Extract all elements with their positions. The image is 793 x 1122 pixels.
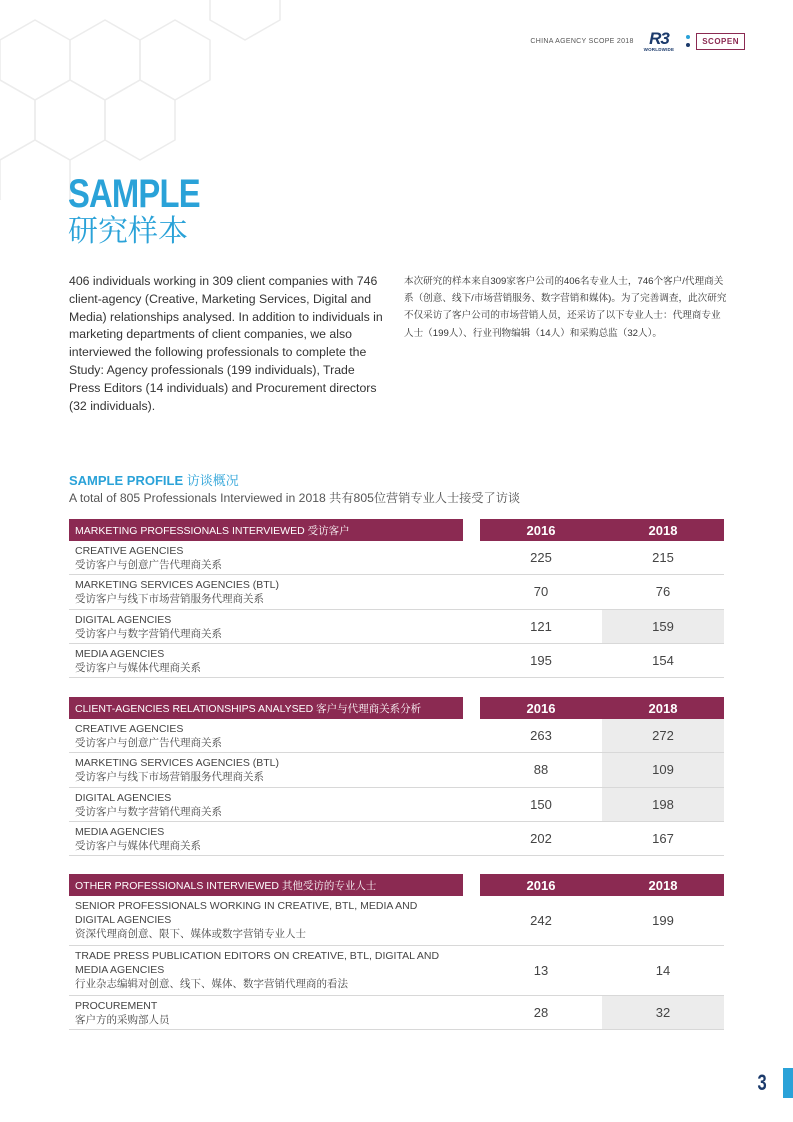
page-number: 3 [757,1070,767,1095]
value-2018: 159 [602,610,724,643]
table-row [69,946,724,996]
r3-logo-mark: R3 [649,28,669,48]
table-header [69,874,724,896]
value-2018: 272 [602,719,724,752]
table-row [69,575,724,609]
page-title-cn: 研究样本 [68,215,188,248]
table-row [69,719,724,753]
r3-logo [643,28,675,52]
page-accent-bar [783,1068,793,1098]
value-2016: 88 [533,762,549,778]
marketing-professionals-table [69,519,724,678]
value-2018: 167 [652,831,674,847]
value-2016: 225 [530,550,552,566]
intro-paragraph-cn: 本次研究的样本来自309家客户公司的406名专业人士，746个客户/代理商关系（创意、线下/市场营销服务、数字营销和媒体)。为了完善调查，此次研究不仅采访了客户公司的市场营销人员，还采访了以下专业人士：代理商专业人士（199人）、行业刊物编辑（14人）和采购总监（32人）。 [404,276,727,339]
value-2016: 28 [533,1005,549,1020]
sample-profile-title [69,470,239,489]
table-row [69,753,724,787]
sample-profile-title-en: SAMPLE PROFILE [69,473,184,488]
year-2018-header: 2018 [602,697,724,719]
r3-logo-sub: WORLDWIDE [643,46,675,52]
page-title-en: SAMPLE [68,172,200,216]
report-title: CHINA AGENCY SCOPE 2018 [530,37,634,45]
row-label: CREATIVE AGENCIES 受访客户与创意广告代理商关系 [75,545,222,571]
scopen-logo: SCOPEN [696,33,745,50]
row-label: CREATIVE AGENCIES 受访客户与创意广告代理商关系 [75,723,222,749]
row-label: MEDIA AGENCIES 受访客户与媒体代理商关系 [75,647,201,674]
page-header [530,28,745,54]
table-row [69,610,724,644]
row-label: DIGITAL AGENCIES 受访客户与数字营销代理商关系 [75,791,222,818]
value-2016: 263 [530,728,552,744]
value-2018: 154 [652,653,674,669]
value-2018: 14 [655,963,671,978]
table-row [69,996,724,1030]
row-label: DIGITAL AGENCIES 受访客户与数字营销代理商关系 [75,613,222,640]
year-2016-header: 2016 [480,697,602,719]
sample-profile-title-cn: 访谈概况 [186,473,239,488]
row-label: PROCUREMENT 客户方的采购部人员 [75,1000,170,1026]
table-heading: CLIENT-AGENCIES RELATIONSHIPS ANALYSED 客户与代理商关系分析 [69,697,463,719]
table-heading: OTHER PROFESSIONALS INTERVIEWED 其他受访的专业人士 [69,874,463,896]
value-2016: 202 [530,831,552,847]
row-label: MARKETING SERVICES AGENCIES (BTL) 受访客户与线下市场营销服务代理商关系 [75,757,280,784]
value-2016: 121 [530,618,552,634]
year-2016-header: 2016 [480,874,602,896]
value-2018: 109 [602,753,724,786]
table-row [69,896,724,946]
value-2018: 198 [602,788,724,821]
hexagon-pattern [0,0,360,200]
row-label: TRADE PRESS PUBLICATION EDITORS ON CREATIVE, BTL, DIGITAL AND MEDIA AGENCIES 行业杂志编辑对创意、线下、媒体、数字营销代理商的看法 [75,950,440,990]
intro-paragraph-en: 406 individuals working in 309 client companies with 746 client-agency (Creative, Marketing Services, Digital and Media) relationships analysed. In addition to individuals in marketing departments of client companies, we also interviewed the following professionals to complete the Study: Agency professionals (199 individuals), Trade Press Editors (14 individuals) and Procurement directors (32 individuals). [69,274,383,413]
sample-profile-subtitle: A total of 805 Professionals Interviewed in 2018 共有805位营销专业人士接受了访谈 [69,491,521,505]
value-2016: 13 [533,963,549,978]
value-2018: 199 [652,913,674,928]
value-2016: 242 [530,913,552,928]
table-row [69,644,724,678]
table-header [69,519,724,541]
year-2016-header: 2016 [480,519,602,541]
table-row [69,788,724,822]
value-2018: 76 [655,584,671,600]
table-row [69,822,724,856]
colon-icon [686,35,690,47]
value-2016: 70 [533,584,549,600]
row-label: MARKETING SERVICES AGENCIES (BTL) 受访客户与线下市场营销服务代理商关系 [75,579,280,606]
year-2018-header: 2018 [602,519,724,541]
row-label: SENIOR PROFESSIONALS WORKING IN CREATIVE, BTL, MEDIA AND DIGITAL AGENCIES 资深代理商创意、限下、媒体或数字营销专业人士 [75,900,418,940]
client-agencies-table [69,697,724,856]
value-2016: 195 [530,653,552,669]
other-professionals-table [69,874,724,1030]
table-heading: MARKETING PROFESSIONALS INTERVIEWED 受访客户 [69,519,463,541]
value-2018: 32 [602,996,724,1029]
table-row [69,541,724,575]
year-2018-header: 2018 [602,874,724,896]
value-2016: 150 [530,796,552,812]
row-label: MEDIA AGENCIES 受访客户与媒体代理商关系 [75,825,201,852]
table-header [69,697,724,719]
value-2018: 215 [652,550,674,566]
